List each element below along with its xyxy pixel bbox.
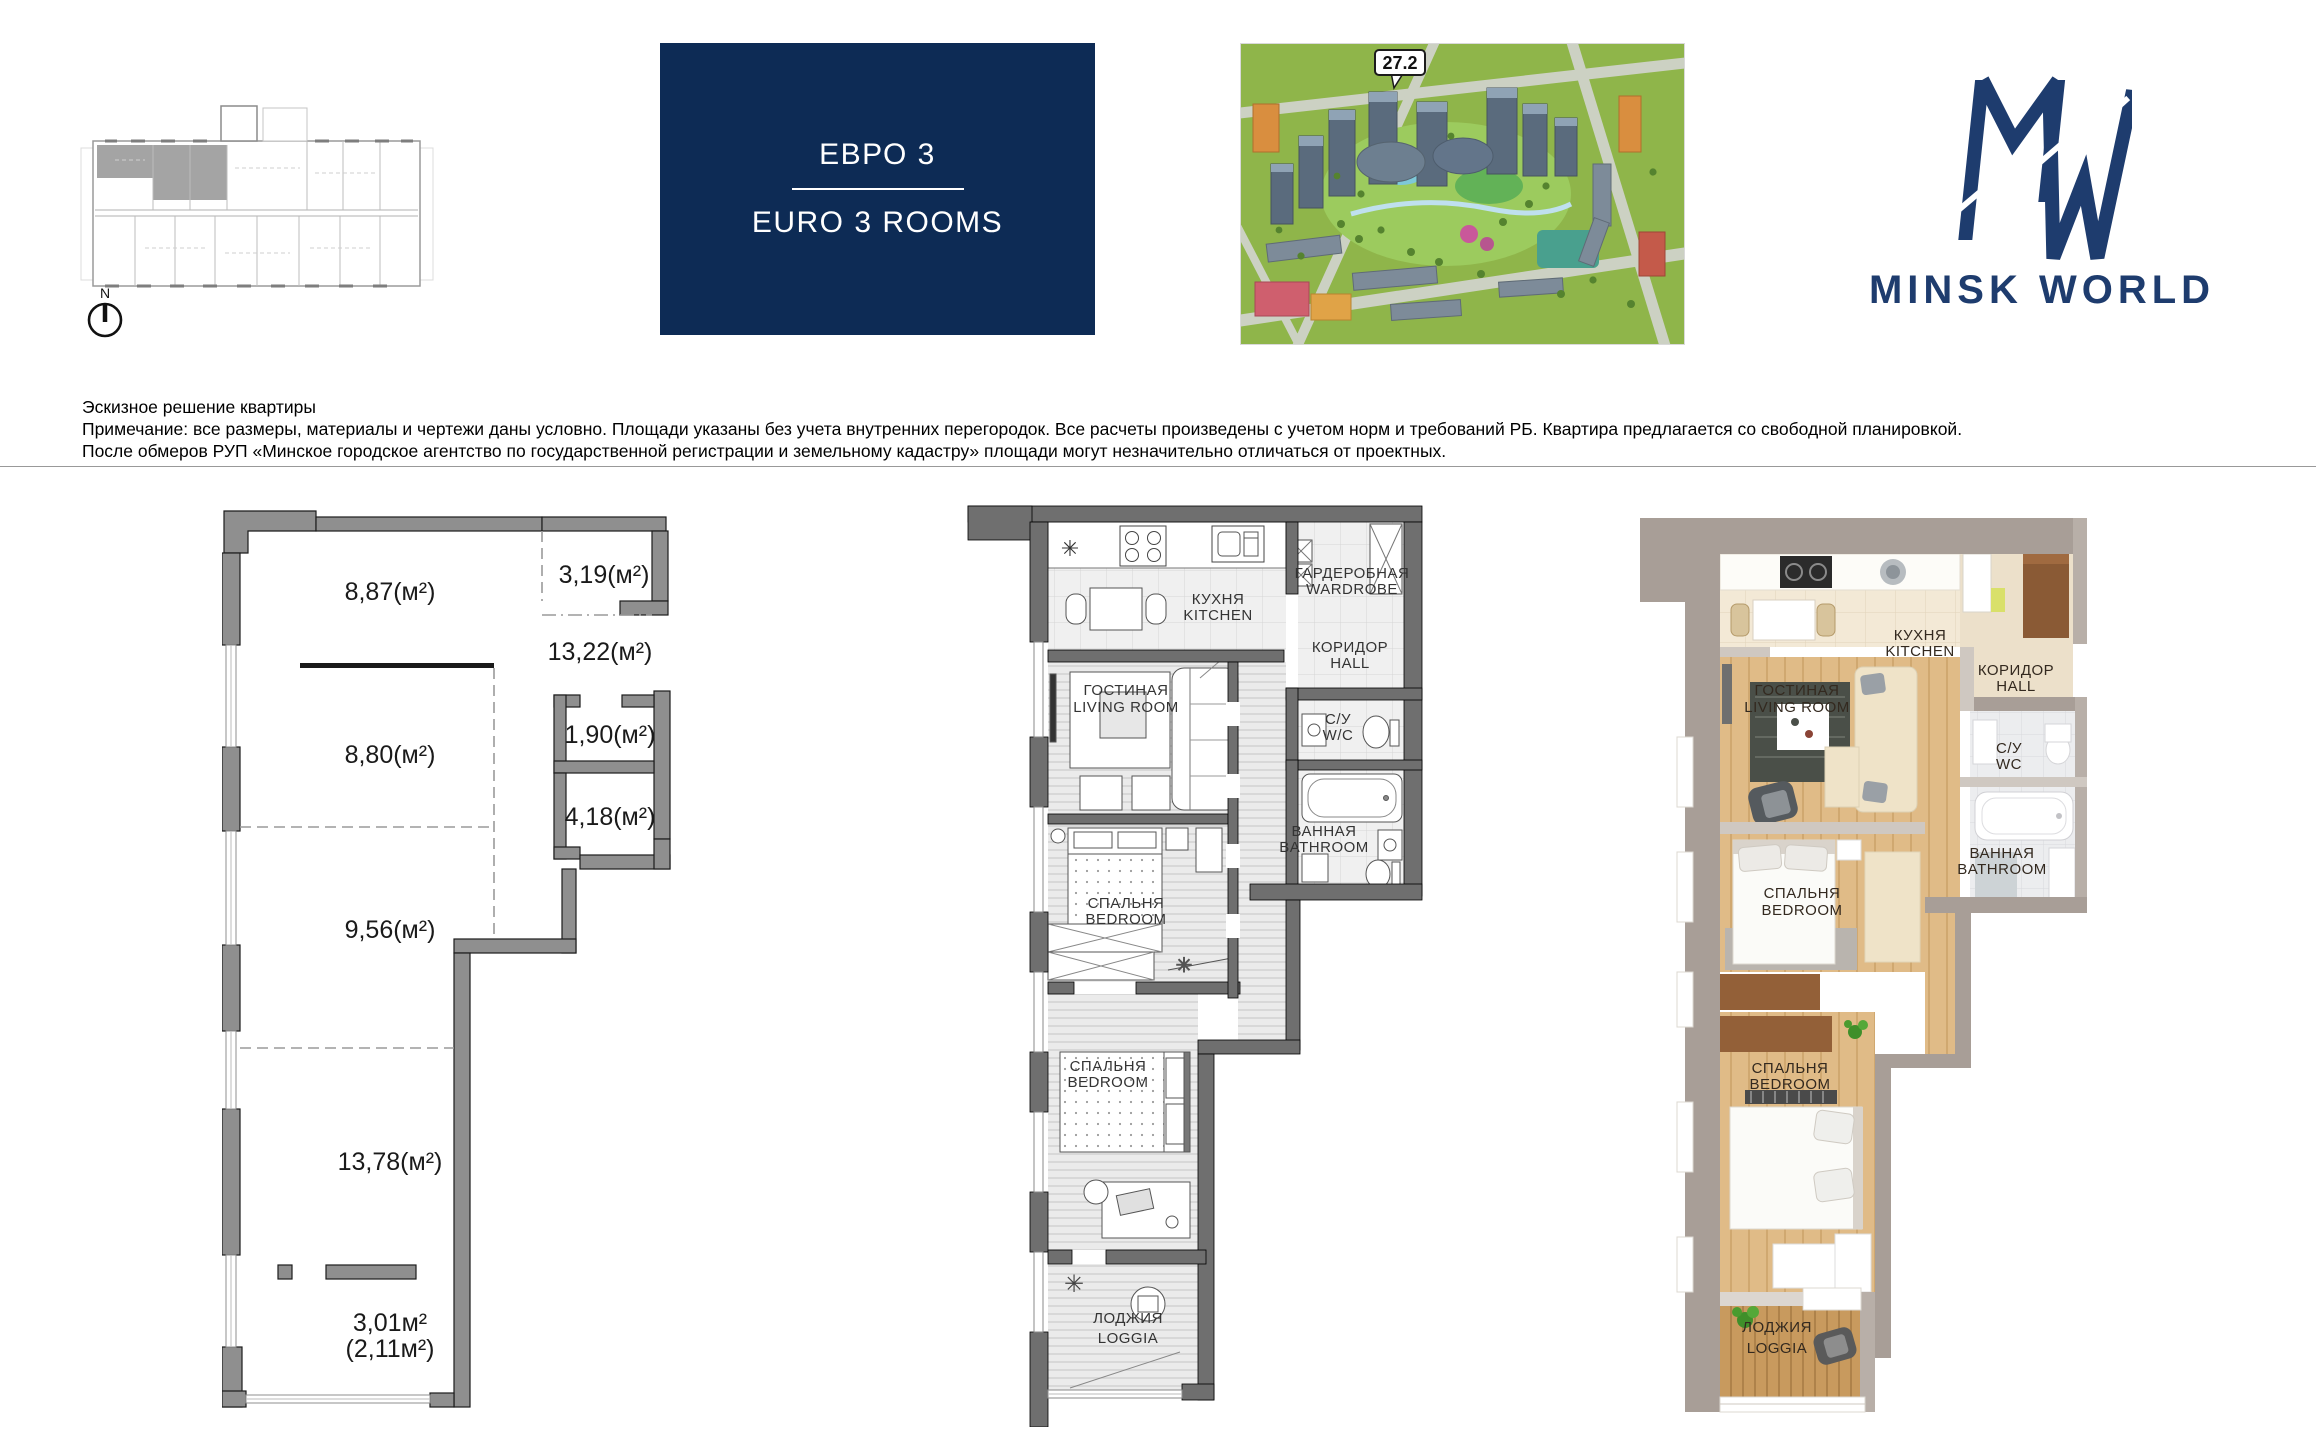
area-label: 8,80(м²) (344, 741, 436, 769)
area-label: 4,18(м²) (564, 803, 656, 831)
brand-logo (1862, 62, 2222, 322)
room-label-ru: ВАННАЯ (1291, 823, 1357, 840)
room-label-ru: ГОСТИНАЯ (1754, 682, 1840, 699)
stair-core (221, 106, 257, 141)
vanity (1835, 1234, 1871, 1292)
mw-monogram-icon (1952, 62, 2132, 262)
unit-type-ru: ЕВРО 3 (819, 138, 936, 171)
room-label-ru: КОРИДОР (1311, 639, 1389, 656)
washer-icon (1302, 854, 1328, 882)
room-label-en: LOGGIA (1097, 1330, 1159, 1347)
chair (1817, 604, 1835, 636)
room-label-en: BEDROOM (1749, 1076, 1831, 1093)
stove-icon (1780, 556, 1832, 588)
desk (1773, 1244, 1835, 1288)
room-label-ru: ГОСТИНАЯ (1083, 682, 1169, 699)
area-label: 8,87(м²) (344, 578, 436, 606)
room-label-ru: СПАЛЬНЯ (1763, 885, 1841, 902)
chair (1731, 604, 1749, 636)
area-label: 9,56(м²) (344, 916, 436, 944)
room-label-ru: КУХНЯ (1191, 591, 1245, 608)
pillow (1813, 1168, 1855, 1203)
north-label: N (99, 285, 111, 301)
area-labels (338, 561, 656, 1363)
room-label-en: W/C (1322, 727, 1354, 744)
area-label: 1,90(м²) (564, 721, 656, 749)
pillow (1166, 1104, 1184, 1144)
dresser (1196, 828, 1222, 872)
room-label-ru: С/У (1324, 711, 1352, 728)
detailed-floor-plan (950, 492, 1450, 1427)
wardrobe-box (1048, 952, 1154, 980)
room-label-ru: ЛОДЖИЯ (1742, 1319, 1812, 1336)
banner-divider (792, 188, 964, 190)
fridge-icon: ✳ (1060, 536, 1080, 561)
dashed-partitions (240, 531, 652, 1048)
room-label-en: KITCHEN (1183, 607, 1253, 624)
plant-icon: ✳ (1063, 1271, 1085, 1298)
room-label-ru: СПАЛЬНЯ (1751, 1060, 1829, 1077)
area-label: 3,19(м²) (558, 561, 650, 589)
unit-type-banner (660, 43, 1095, 335)
hall-closet (1963, 554, 1991, 612)
playground (1480, 237, 1494, 251)
room-label-ru: КОРИДОР (1977, 662, 2055, 679)
dining-table (1753, 600, 1815, 640)
loggia-door (1803, 1288, 1861, 1310)
core-annex (263, 108, 307, 141)
area-label: 3,01м² (352, 1309, 428, 1337)
brand-wordmark: MINSK WORLD (1868, 268, 2216, 312)
area-label: (2,11м²) (345, 1335, 435, 1363)
callout-number: 27.2 (1382, 53, 1418, 73)
aerial-illustration (1241, 44, 1684, 344)
wardrobe-box (1048, 924, 1162, 952)
sensor-icon (1051, 829, 1065, 843)
vanity (1973, 720, 1997, 764)
disclaimer-text (82, 396, 2297, 462)
room-label-ru: ЛОДЖИЯ (1093, 1310, 1163, 1327)
wardrobe-unit (1720, 1016, 1832, 1052)
building-overview-plan (75, 48, 440, 378)
stove-icon (1120, 526, 1166, 566)
pillow (1074, 832, 1112, 848)
room-label-en: BEDROOM (1085, 911, 1167, 928)
pillow (1784, 845, 1828, 872)
room-label-en: KITCHEN (1885, 643, 1955, 660)
entry-door-mat (2023, 554, 2069, 638)
disclaimer-line-1: Эскизное решение квартиры (82, 397, 316, 417)
nightstand (1166, 828, 1188, 850)
room-label-en: LOGGIA (1746, 1340, 1808, 1357)
room-label-ru: СПАЛЬНЯ (1087, 895, 1165, 912)
room-label-en: HALL (1330, 655, 1370, 672)
room-label-ru: ГАРДЕРОБНАЯ (1294, 565, 1410, 582)
room-label-ru: КУХНЯ (1893, 627, 1947, 644)
separator-rule (0, 466, 2316, 467)
room-label-ru: С/У (1995, 740, 2023, 757)
dresser (1865, 852, 1920, 962)
bath-vanity (2049, 848, 2075, 898)
room-label-en: BATHROOM (1279, 839, 1369, 856)
schematic-floor-plan (222, 495, 702, 1430)
north-arrow-icon (89, 285, 121, 336)
room-label-en: BATHROOM (1957, 861, 2047, 878)
room-label-ru: СПАЛЬНЯ (1069, 1058, 1147, 1075)
toilet-icon (1363, 716, 1399, 748)
wardrobe-unit (1720, 974, 1820, 1010)
room-label-en: LIVING ROOM (1073, 699, 1179, 716)
pillow (1738, 844, 1782, 872)
headboard (1853, 1107, 1863, 1229)
bathtub-icon (1302, 774, 1402, 822)
side-table (1825, 747, 1859, 807)
room-label-en: BEDROOM (1761, 902, 1843, 919)
pillow (1166, 1058, 1184, 1098)
room-label-ru: ВАННАЯ (1969, 845, 2035, 862)
disclaimer-line-2: Примечание: все размеры, материалы и чертежи даны условно. Площади указаны без учета внутренних перегородок. Все расчеты произведены с учетом норм и требований РБ. Квартира предлагается со свободной планировкой. (82, 419, 1963, 439)
area-label: 13,22(м²) (547, 638, 653, 666)
render-floor-plan (1625, 492, 2115, 1427)
pillow (1813, 1110, 1855, 1145)
complex-aerial-view (1240, 43, 1685, 345)
armchair (1080, 776, 1122, 810)
partition-line (300, 663, 494, 668)
disclaimer-line-3: После обмеров РУП «Минское городское агентство по государственной регистрации и земельному кадастру» площади могут незначительно отличаться от проектных. (82, 441, 1447, 461)
room-label-en: HALL (1996, 678, 2036, 695)
headboard (1184, 1052, 1190, 1152)
chair (1084, 1180, 1108, 1204)
area-label: 13,78(м²) (337, 1148, 443, 1176)
room-label-en: LIVING ROOM (1744, 699, 1850, 716)
pouf (1132, 776, 1170, 810)
room-label-en: WC (1996, 756, 2022, 773)
tv-icon (1050, 674, 1056, 742)
bench (1991, 588, 2005, 612)
plant-icon: ✳ (1175, 955, 1193, 977)
pillow (1118, 832, 1156, 848)
sink-icon (1212, 526, 1264, 562)
nightstand (1837, 840, 1861, 860)
playground (1460, 225, 1478, 243)
room-label-en: WARDROBE (1306, 581, 1398, 598)
tv-icon (1722, 664, 1732, 724)
unit-type-en: EURO 3 ROOMS (751, 206, 1004, 239)
bath-sink-icon (1378, 830, 1402, 860)
room-label-en: BEDROOM (1067, 1074, 1149, 1091)
